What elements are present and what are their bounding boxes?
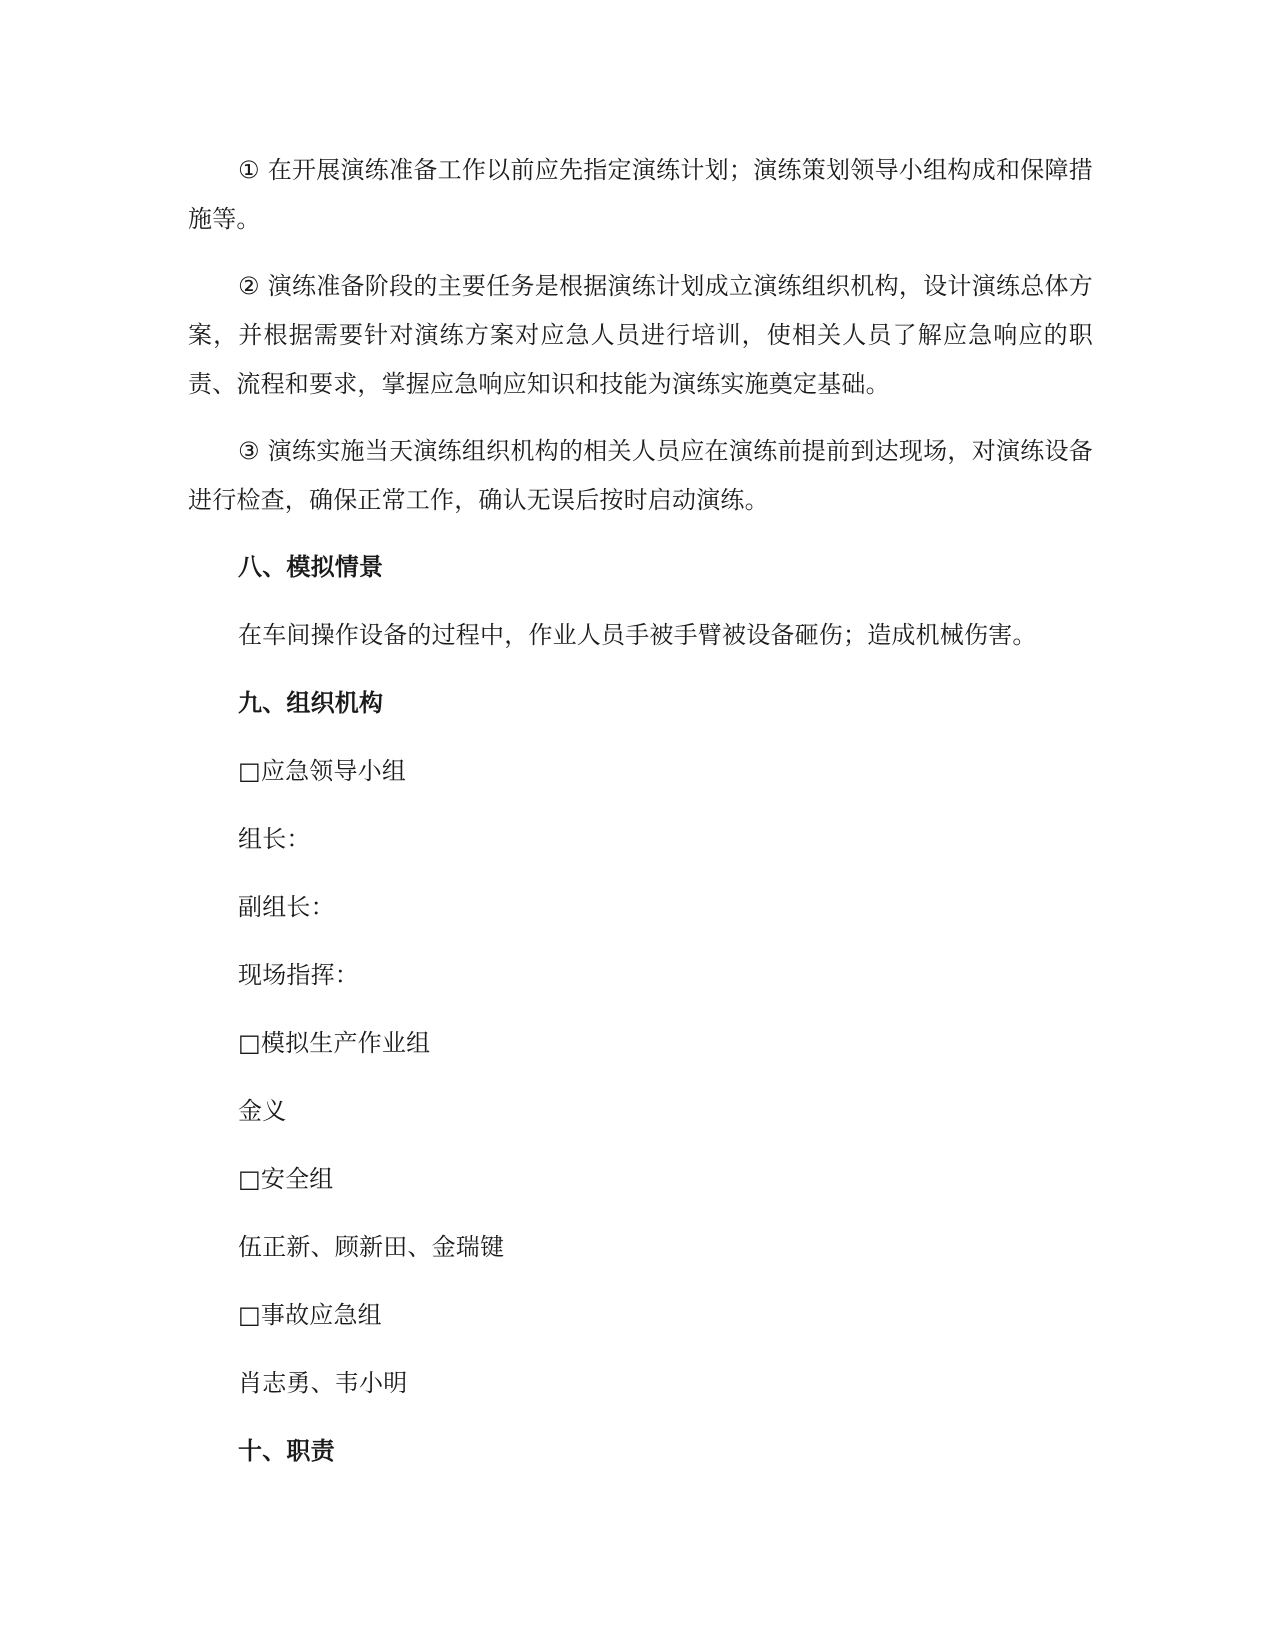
section-9-heading: 九、组织机构 [238,689,384,717]
org-line-emergency-leadership: □应急领导小组 [238,757,407,785]
org-line-safety-group: □安全组 [238,1165,334,1193]
document-body [188,146,1093,1495]
paragraph-2: ② 演练准备阶段的主要任务是根据演练计划成立演练组织机构，设计演练总体方案，并根据需要针对演练方案对应急人员进行培训，使相关人员了解应急响应的职责、流程和要求，掌握应急响应知识和技能为演练实施奠定基础。 [188,272,1093,398]
section-8-heading: 八、模拟情景 [238,553,384,581]
paragraph-1: ① 在开展演练准备工作以前应先指定演练计划；演练策划领导小组构成和保障措施等。 [188,156,1093,233]
org-line-leader: 组长： [238,825,311,853]
org-line-emergency-members: 肖志勇、韦小明 [238,1369,408,1397]
section-10-heading: 十、职责 [238,1437,335,1465]
org-line-deputy-leader: 副组长： [238,893,335,921]
org-line-production-group: □模拟生产作业组 [238,1029,431,1057]
paragraph-3: ③ 演练实施当天演练组织机构的相关人员应在演练前提前到达现场，对演练设备进行检查，确保正常工作，确认无误后按时启动演练。 [188,437,1093,514]
section-8-text: 在车间操作设备的过程中，作业人员手被手臂被设备砸伤；造成机械伤害。 [238,621,1037,649]
org-line-emergency-group: □事故应急组 [238,1301,382,1329]
org-line-site-commander: 现场指挥： [238,961,359,989]
org-line-production-members: 金义 [238,1097,287,1125]
org-line-safety-members: 伍正新、顾新田、金瑞键 [238,1233,505,1261]
